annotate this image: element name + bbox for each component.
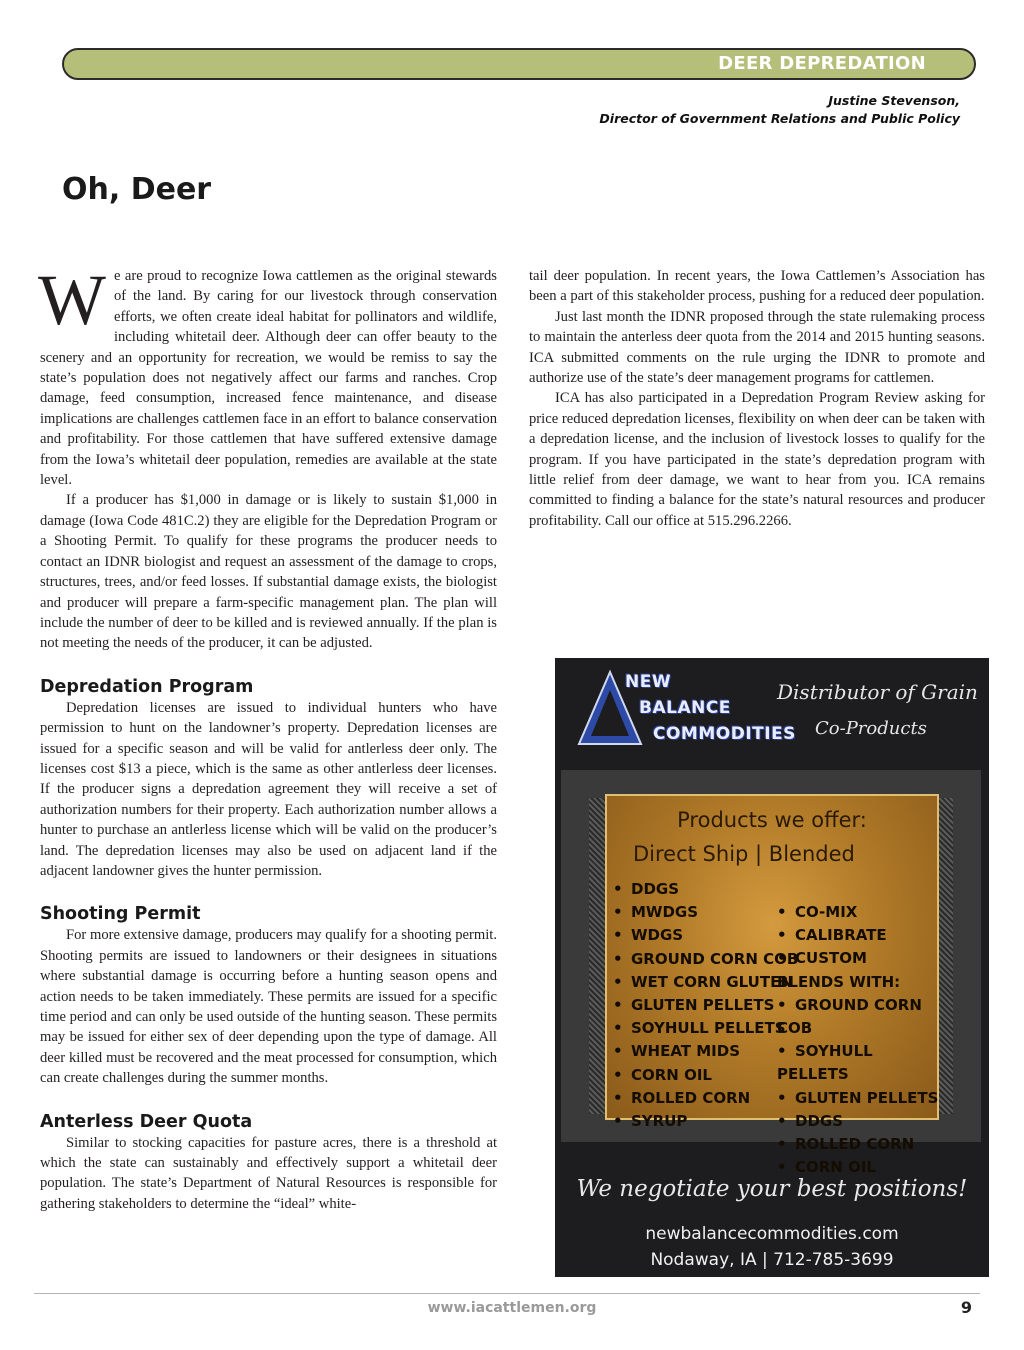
list-item: • SOYHULL PELLETS bbox=[613, 1017, 798, 1040]
list-item: • WHEAT MIDS bbox=[613, 1040, 798, 1063]
ad-website[interactable]: newbalancecommodities.com bbox=[645, 1224, 899, 1244]
eligibility-paragraph: If a producer has $1,000 in damage or is likely to sustain $1,000 in damage (Iowa Code 481C.2) they are eligible for the Depredation Program or a Shooting Permit. To qualify for these programs the producer needs to contact an IDNR biologist and request an assessment of the damage to crops, structures, trees, and/or feed losses. If substantial damage exists, the biologist and producer will prepare a farm-specific management plan. The plan will include the number of deer to be killed and is reviewed annually. If the plan is not meeting the needs of the producer, it can be adjusted. bbox=[40, 492, 497, 652]
continued-paragraph: tail deer population. In recent years, the Iowa Cattlemen’s Association has been a part of this stakeholder process, pushing for a reduced deer population. bbox=[529, 268, 985, 305]
ad-slogan: We negotiate your best positions! bbox=[576, 1176, 968, 1202]
intro-text: e are proud to recognize Iowa cattlemen as the original stewards of the land. By caring for our livestock through conservation efforts, we often create ideal habitat for pollinators and wildlife, including whitetail deer. Although deer can offer beauty to the scenery and an opportunity for recreation, we would be remiss to say the state’s population does not negatively affect our farms and ranches. Crop damage, feed consumption, increased fence maintenance, and disease implications are challenges cattlemen face in an effort to balance conservation and profitability. For those cattlemen that have suffered extensive damage from the Iowa’s whitetail deer population, remedies are available at the state level. bbox=[40, 268, 497, 489]
list-item: • GLUTEN PELLETS bbox=[777, 1087, 939, 1110]
co-products-tagline: Co-Products bbox=[815, 718, 927, 739]
logo-text-balance: BALANCE bbox=[639, 698, 731, 718]
footer-website[interactable]: www.iacattlemen.org bbox=[427, 1300, 597, 1316]
page-number: 9 bbox=[960, 1298, 972, 1317]
intro-paragraph bbox=[38, 260, 497, 490]
drop-cap: W bbox=[38, 260, 106, 340]
shooting-permit-paragraph: For more extensive damage, producers may qualify for a shooting permit. Shooting permits are issued to landowners or their designees in situations where substantial damage is occurring before a hunting season opens and action needs to be taken immediately. These permits are issued for a specific time period and can only be used outside of the hunting season. These permits may be issued for either sex of deer depending upon the type of damage. All deer killed must be recovered and the meat processed for consumption, which can create challenges during the summer months. bbox=[40, 927, 497, 1087]
blended-list bbox=[777, 901, 939, 1179]
list-item: • CO-MIX bbox=[777, 901, 939, 924]
depredation-paragraph: Depredation licenses are issued to individual hunters who have permission to hunt on the landowner’s property. Depredation licenses are issued for a specific season and will be valid for antlerless deer only. The licenses cost $13 a piece, which is the same as other antlerless deer licenses. If the producer signs a depredation agreement they will receive a set of authorization numbers for their property. Each authorization number allows a hunter to purchase an antlerless license which will be valid on the producer’s land. The depredation licenses may also be used on adjacent land if the adjacent landowner gives the hunter permission. bbox=[40, 699, 497, 879]
list-item: • DDGS bbox=[777, 1110, 939, 1133]
products-title: Products we offer: bbox=[677, 808, 867, 832]
list-item: • GLUTEN PELLETS bbox=[613, 994, 798, 1017]
rulemaking-paragraph: Just last month the IDNR proposed through the state rulemaking process to maintain the anterless deer quota from the 2014 and 2015 hunting seasons. ICA submitted comments on the rule urging the IDNR to promote and authorize use of the state’s deer management programs for cattlemen. bbox=[529, 308, 985, 387]
list-item: • CUSTOM BLENDS WITH: bbox=[777, 947, 939, 993]
section-header-bar bbox=[62, 48, 976, 80]
advertisement bbox=[555, 658, 989, 1277]
logo-text-commodities: COMMODITIES bbox=[653, 724, 796, 744]
logo-text-new: NEW bbox=[625, 672, 672, 692]
list-item: • WDGS bbox=[613, 924, 798, 947]
article-column-left bbox=[38, 260, 497, 1214]
ad-contact: Nodaway, IA | 712-785-3699 bbox=[650, 1250, 894, 1270]
list-item: • CALIBRATE bbox=[777, 924, 939, 947]
subhead-shooting-permit: Shooting Permit bbox=[40, 904, 201, 925]
byline bbox=[599, 92, 960, 128]
article-column-right bbox=[529, 266, 985, 531]
products-column-heads: Direct Ship | Blended bbox=[633, 842, 855, 866]
quota-paragraph: Similar to stocking capacities for pasture acres, there is a threshold at which the state can sustainably and effectively support a whitetail deer population. The state’s Department of Natural Resources is responsible for gathering stakeholders to determine the “ideal” white- bbox=[40, 1134, 497, 1212]
list-item: • GROUND CORN COB bbox=[777, 994, 939, 1040]
list-item: • ROLLED CORN bbox=[777, 1133, 939, 1156]
article-headline: Oh, Deer bbox=[62, 172, 212, 207]
list-item: • GROUND CORN COB bbox=[613, 948, 798, 971]
review-paragraph: ICA has also participated in a Depredation Program Review asking for price reduced depredation licenses, flexibility on when deer can be taken with a depredation license, and the inclusion of livestock losses to qualify for the program. If you have participated in the state’s depredation program with little relief from deer damage, we want to hear from you. ICA remains committed to finding a balance for the state’s natural resources and producer profitability. Call our office at 515.296.2266. bbox=[529, 390, 985, 529]
list-item: • MWDGS bbox=[613, 901, 798, 924]
list-item: • SYRUP bbox=[613, 1110, 798, 1133]
products-panel bbox=[605, 794, 939, 1177]
list-item: • SOYHULL PELLETS bbox=[777, 1040, 939, 1086]
author-name: Justine Stevenson, bbox=[828, 93, 960, 108]
list-item: • DDGS bbox=[613, 878, 798, 901]
list-item: • CORN OIL bbox=[613, 1064, 798, 1087]
subhead-depredation: Depredation Program bbox=[40, 676, 254, 697]
list-item: • CORN OIL bbox=[777, 1156, 939, 1179]
author-title: Director of Government Relations and Public Policy bbox=[599, 111, 960, 126]
section-title: DEER DEPREDATION bbox=[718, 53, 926, 74]
distributor-tagline: Distributor of Grain bbox=[777, 680, 978, 704]
direct-ship-list bbox=[613, 878, 798, 1133]
footer-divider bbox=[34, 1293, 980, 1294]
list-item: • WET CORN GLUTEN bbox=[613, 971, 798, 994]
subhead-quota: Anterless Deer Quota bbox=[40, 1111, 253, 1132]
list-item: • ROLLED CORN bbox=[613, 1087, 798, 1110]
